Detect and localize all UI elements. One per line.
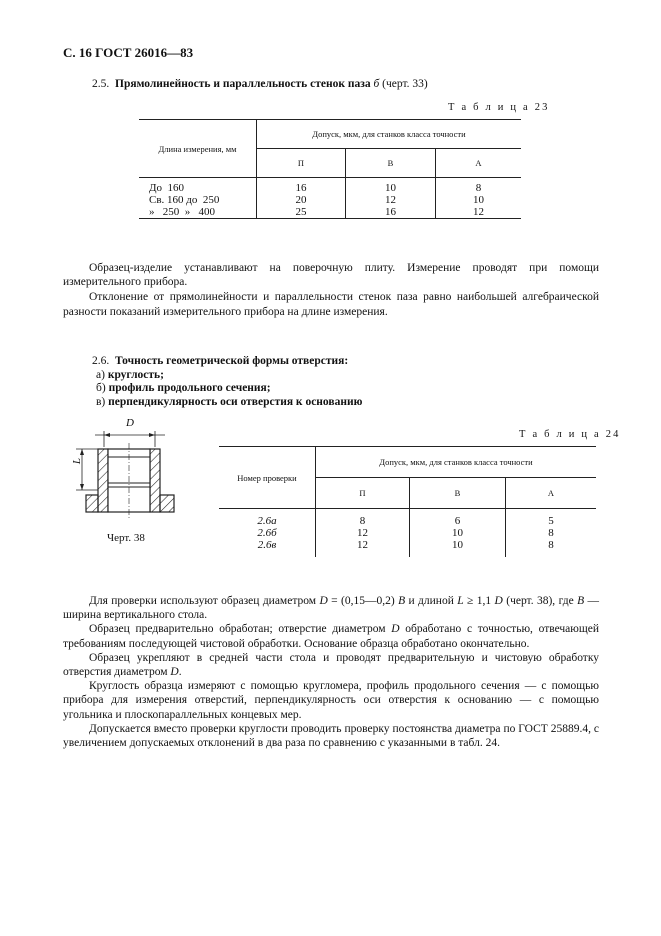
table-24-check-numbers: [219, 509, 316, 557]
paragraph-sample: [63, 594, 599, 622]
table-23-class-p: П: [257, 149, 346, 178]
section-2-5-heading: [92, 78, 428, 90]
paragraph-mounting: [63, 651, 599, 679]
table-cell: 10: [385, 182, 396, 194]
table-cell: 20: [295, 194, 307, 206]
list-marker: а): [96, 368, 105, 381]
text-run: Для проверки используют образец диаметром: [89, 595, 320, 607]
symbol-d: D: [170, 666, 179, 679]
symbol-d: D: [319, 595, 328, 607]
paragraph-preprocessing: [63, 622, 599, 650]
section-number: 2.5.: [92, 78, 110, 90]
table-cell: 12: [357, 527, 368, 539]
text-run: — ширина вертикального стола.: [63, 595, 600, 622]
text-run: = (0,15—0,2): [327, 595, 399, 607]
table-cell: 16: [385, 206, 396, 218]
table-24-class-p: П: [316, 478, 410, 509]
list-marker: б): [96, 382, 106, 394]
table-cell: 10: [452, 539, 463, 551]
table-24-group-header: Допуск, мкм, для станков класса точности: [316, 447, 597, 478]
table-cell: До 160: [149, 182, 185, 194]
section-number: 2.6.: [92, 355, 110, 367]
table-cell: » 250 » 400: [149, 206, 215, 218]
table-24-v-values: [410, 509, 506, 557]
table-23-caption: Т а б л и ц а 23: [448, 102, 550, 113]
section-reference: (черт. 33): [382, 78, 428, 90]
table-23-class-a: А: [475, 158, 482, 168]
table-cell: 12: [473, 206, 484, 218]
text-run: .: [178, 666, 182, 679]
section-2-6-heading: [92, 355, 362, 409]
paragraph-block-1: [63, 261, 599, 319]
table-24-col-header: Номер проверки: [219, 447, 316, 509]
table-24: [219, 446, 596, 557]
text-run: и длиной: [405, 595, 458, 607]
table-cell: 5: [548, 515, 554, 527]
text-run: обработано с точностью, отвечающей требованиям последующей чистовой обработки. Основание образца обработано окончательно.: [63, 623, 599, 650]
table-cell: 2.6а: [257, 515, 277, 527]
table-cell: 12: [385, 194, 396, 206]
paragraph-allowance: Допускается вместо проверки круглости проводить проверку постоянства диаметра по ГОСТ 25889.4, с увеличением допускаемых отклонений в два раза по сравнению с указанными в табл. 24.: [63, 722, 599, 750]
table-cell: 8: [548, 527, 554, 539]
list-item: круглость;: [107, 368, 164, 381]
table-24-caption: Т а б л и ц а 24: [519, 429, 621, 440]
symbol-b: B: [577, 595, 585, 607]
text-run: ≥ 1,1: [463, 595, 495, 607]
symbol-d: D: [494, 595, 503, 607]
table-cell: 2.6б: [257, 527, 277, 539]
drawing-38: [70, 415, 190, 525]
table-cell: 8: [548, 539, 554, 551]
table-cell: 16: [295, 182, 307, 194]
table-23-p-values: [257, 178, 346, 219]
page-header: С. 16 ГОСТ 26016—83: [63, 45, 194, 60]
table-cell: Св. 160 до 250: [149, 194, 220, 206]
table-23-group-header: Допуск, мкм, для станков класса точности: [257, 120, 522, 149]
table-24-a-values: [506, 509, 597, 557]
table-24-class-a: А: [547, 488, 555, 498]
table-23-lengths: [139, 178, 257, 219]
symbol-l: L: [457, 595, 464, 607]
table-23-col-header: Длина измерения, мм: [139, 120, 257, 178]
paragraph-block-2: [63, 594, 599, 750]
table-cell: 10: [452, 527, 463, 539]
symbol-d: D: [391, 623, 400, 636]
symbol-b: B: [398, 595, 406, 607]
table-cell: 10: [473, 194, 484, 206]
text-run: Образец предварительно обработан; отверстие диаметром: [89, 623, 392, 636]
list-item: профиль продольного сечения;: [108, 382, 271, 394]
table-23-class-v: В: [346, 149, 436, 178]
table-23-v-values: [346, 178, 436, 219]
section-title: Прямолинейность и параллельность стенок паза: [115, 78, 371, 90]
dimension-d-label: D: [126, 417, 134, 429]
table-cell: 8: [359, 515, 366, 527]
dimension-l-label: L: [71, 457, 84, 465]
list-item: перпендикулярность оси отверстия к основанию: [108, 395, 363, 408]
paragraph-roundness: Круглость образца измеряют с помощью кругломера, профиль продольного сечения — с помощью прибора для измерения отверстий, перпендикулярность оси отверстия к основанию — с помощью угольника и плоскопараллельных концевых мер.: [63, 680, 599, 721]
table-cell: 6: [454, 515, 461, 527]
figure-caption: Черт. 38: [107, 532, 145, 544]
table-cell: 25: [295, 206, 307, 218]
section-variable: б: [373, 78, 380, 90]
section-title: Точность геометрической формы отверстия:: [115, 355, 349, 367]
text-run: (черт. 38), где: [502, 595, 578, 607]
paragraph: Отклонение от прямолинейности и параллельности стенок паза равно наибольшей алгебраической разности показаний измерительного прибора на длине измерения.: [63, 291, 599, 318]
table-24-class-v: В: [410, 478, 506, 509]
paragraph: Образец-изделие устанавливают на поверочную плиту. Измерение проводят при помощи измерительного прибора.: [63, 262, 599, 289]
table-cell: 2.6в: [257, 539, 277, 551]
table-23-a-values: [436, 178, 522, 219]
list-marker: в): [96, 395, 106, 408]
table-23: [139, 119, 521, 219]
table-24-p-values: [316, 509, 410, 557]
text-run: Образец укрепляют в средней части стола и проводят предварительную и чистовую обработку отверстия диаметром: [63, 651, 599, 679]
table-cell: 8: [475, 182, 482, 194]
table-cell: 12: [357, 539, 368, 551]
